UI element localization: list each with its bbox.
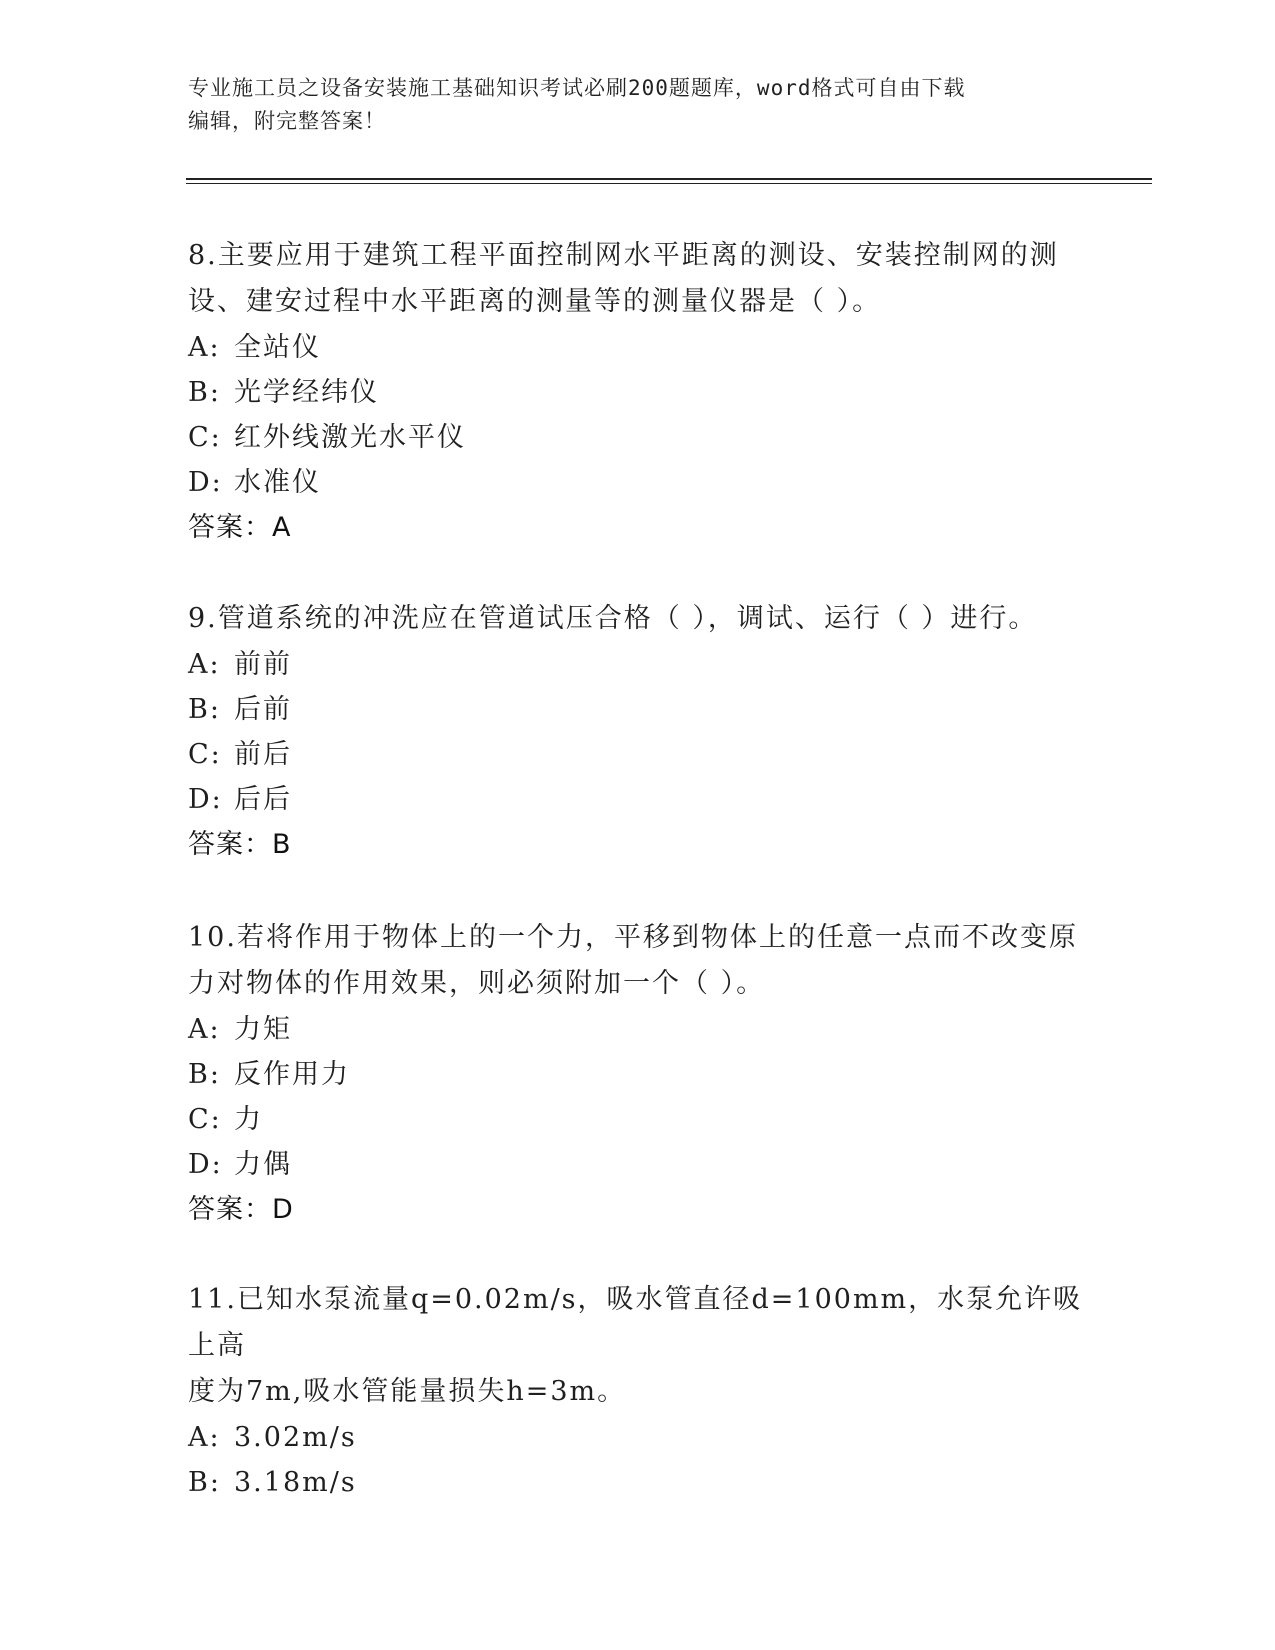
option-text: 红外线激光水平仪	[234, 422, 466, 453]
option-key: A:	[188, 649, 221, 680]
option-a	[188, 1007, 1088, 1052]
option-text: 全站仪	[234, 332, 321, 363]
header-divider-thin	[186, 183, 1152, 184]
question-text-line: 8.主要应用于建筑工程平面控制网水平距离的测设、安装控制网的测	[188, 240, 1059, 271]
header-divider	[186, 178, 1152, 180]
answer: 答案：A	[188, 512, 292, 543]
option-text: 前后	[234, 739, 292, 770]
option-text: 反作用力	[234, 1059, 350, 1090]
option-c	[188, 1097, 1088, 1142]
question-10	[188, 915, 1088, 1233]
option-key: A:	[188, 1014, 221, 1045]
option-text: 光学经纬仪	[234, 377, 379, 408]
option-b	[188, 370, 1088, 415]
question-11	[188, 1277, 1088, 1505]
option-text: 水准仪	[234, 467, 321, 498]
option-text: 3.02m/s	[234, 1422, 357, 1453]
document-header	[188, 72, 1068, 138]
option-text: 前前	[234, 649, 292, 680]
option-b	[188, 1052, 1088, 1097]
option-a	[188, 325, 1088, 370]
header-line-1: 专业施工员之设备安装施工基础知识考试必刷200题题库，word格式可自由下载	[188, 76, 966, 100]
option-text: 力偶	[234, 1149, 292, 1180]
option-key: D:	[188, 1149, 223, 1180]
option-text: 3.18m/s	[234, 1467, 357, 1498]
option-text: 力	[234, 1104, 263, 1135]
option-key: B:	[188, 694, 221, 725]
option-key: C:	[188, 422, 222, 453]
question-text-line: 度为7m,吸水管能量损失h=3m。	[188, 1376, 627, 1407]
option-key: C:	[188, 739, 222, 770]
option-a	[188, 642, 1088, 687]
option-text: 后前	[234, 694, 292, 725]
option-d	[188, 460, 1088, 505]
option-text: 后后	[234, 784, 292, 815]
option-text: 力矩	[234, 1014, 292, 1045]
question-text-line: 力对物体的作用效果，则必须附加一个（ ）。	[188, 968, 766, 999]
answer: 答案：D	[188, 1194, 294, 1225]
option-key: D:	[188, 467, 223, 498]
option-c	[188, 732, 1088, 777]
question-9	[188, 596, 1088, 868]
option-a	[188, 1415, 1088, 1460]
option-d	[188, 777, 1088, 822]
option-key: C:	[188, 1104, 222, 1135]
option-key: A:	[188, 332, 221, 363]
option-key: D:	[188, 784, 223, 815]
option-key: B:	[188, 1467, 221, 1498]
answer: 答案：B	[188, 829, 292, 860]
option-c	[188, 415, 1088, 460]
option-key: B:	[188, 377, 221, 408]
question-text-line: 11.已知水泵流量q=0.02m/s，吸水管直径d=100mm，水泵允许吸上高	[188, 1284, 1083, 1361]
option-key: A:	[188, 1422, 221, 1453]
option-key: B:	[188, 1059, 221, 1090]
header-line-2: 编辑，附完整答案！	[188, 109, 386, 133]
option-b	[188, 1460, 1088, 1505]
question-8	[188, 233, 1088, 551]
option-d	[188, 1142, 1088, 1187]
question-text-line: 9.管道系统的冲洗应在管道试压合格（ ），调试、运行（ ）进行。	[188, 603, 1038, 634]
question-text-line: 10.若将作用于物体上的一个力，平移到物体上的任意一点而不改变原	[188, 922, 1078, 953]
option-b	[188, 687, 1088, 732]
question-text-line: 设、建安过程中水平距离的测量等的测量仪器是（ ）。	[188, 286, 882, 317]
